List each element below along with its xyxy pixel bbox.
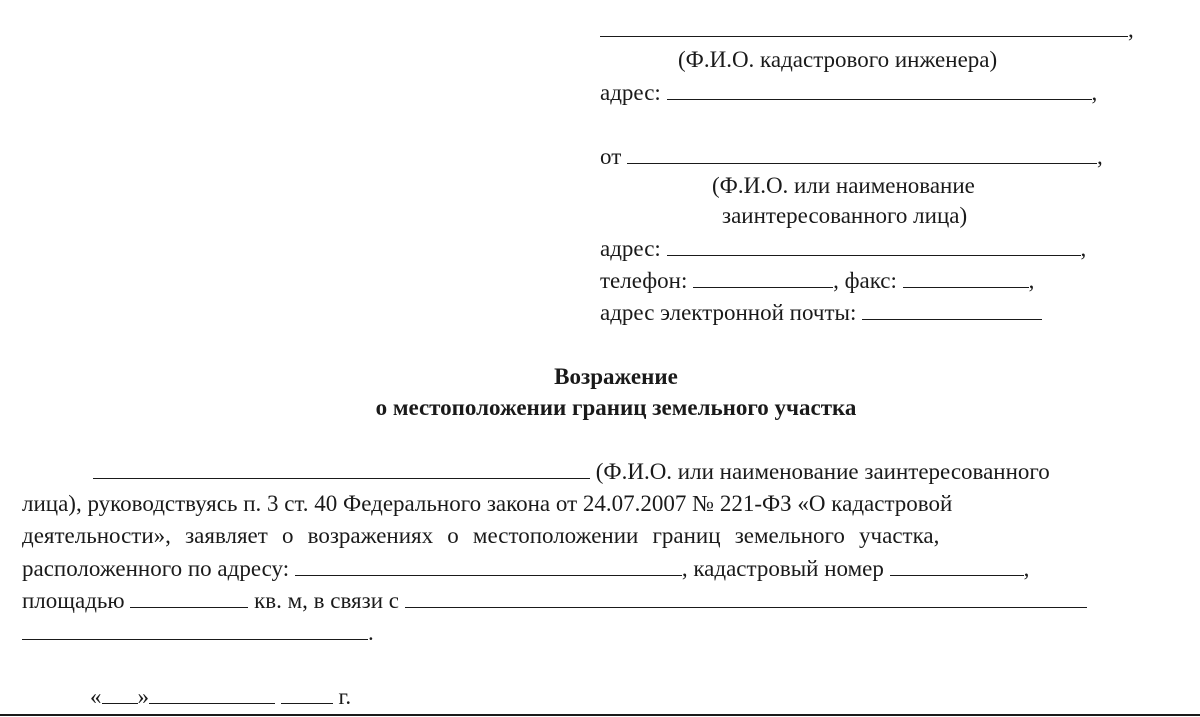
engineer-name-line[interactable]: , — [600, 15, 1134, 45]
engineer-address-row: адрес: , — [600, 80, 1098, 105]
date-close-quote: » — [137, 684, 149, 709]
cadastral-number-field[interactable] — [890, 555, 1024, 576]
day-field[interactable] — [102, 683, 138, 704]
body-line-1 — [93, 457, 1050, 487]
phone-label: телефон: — [600, 268, 688, 293]
email-row — [600, 298, 1042, 328]
area-field[interactable] — [130, 587, 248, 608]
document-title: Возражение — [554, 364, 678, 389]
fax-field[interactable] — [903, 267, 1029, 288]
body-line-4: расположенного по адресу: , кадастровый номер , — [22, 556, 1030, 581]
month-field[interactable] — [149, 683, 275, 704]
cadastral-label: , кадастровый номер — [681, 556, 884, 581]
person-address-field[interactable] — [667, 235, 1081, 256]
engineer-address-field[interactable] — [667, 79, 1092, 100]
person-address-row: адрес: , — [600, 236, 1087, 261]
area-unit-label: кв. м, в связи с — [254, 588, 399, 613]
body-line-2: лица), руководствуясь п. 3 ст. 40 Федерального закона от 24.07.2007 № 221-ФЗ «О кадастровой — [22, 491, 953, 516]
year-suffix: г. — [338, 684, 352, 709]
reason-continued-field[interactable] — [22, 619, 368, 640]
address-label-2: адрес: — [600, 236, 661, 261]
applicant-name-field[interactable] — [93, 458, 590, 479]
reason-field[interactable] — [405, 587, 1087, 608]
area-label: площадью — [22, 588, 125, 613]
from-row: от , — [600, 144, 1103, 169]
land-address-field[interactable] — [295, 555, 682, 576]
body-line-6: . — [22, 618, 374, 648]
date-row — [90, 682, 351, 712]
year-field[interactable] — [281, 683, 333, 704]
address-label: адрес: — [600, 80, 661, 105]
person-caption-line-2: заинтересованного лица) — [722, 203, 968, 228]
email-label: адрес электронной почты: — [600, 300, 857, 325]
document-subtitle: о местоположении границ земельного участка — [375, 395, 857, 420]
applicant-caption: (Ф.И.О. или наименование заинтересованного — [595, 459, 1050, 484]
from-label: от — [600, 144, 622, 169]
phone-fax-row: телефон: , факс: , — [600, 268, 1035, 293]
from-name-field[interactable] — [627, 143, 1097, 164]
page-bottom-rule — [0, 714, 1200, 716]
location-label: расположенного по адресу: — [22, 556, 290, 581]
body-line-5 — [22, 586, 1087, 616]
person-caption-line-1: (Ф.И.О. или наименование — [712, 173, 975, 198]
fax-label: , факс: — [833, 268, 897, 293]
phone-field[interactable] — [693, 267, 833, 288]
engineer-caption: (Ф.И.О. кадастрового инженера) — [678, 47, 998, 72]
email-field[interactable] — [862, 299, 1042, 320]
body-line-3: деятельности», заявляет о возражениях о местоположении границ земельного участка, — [22, 523, 940, 548]
date-open-quote: « — [90, 684, 102, 709]
